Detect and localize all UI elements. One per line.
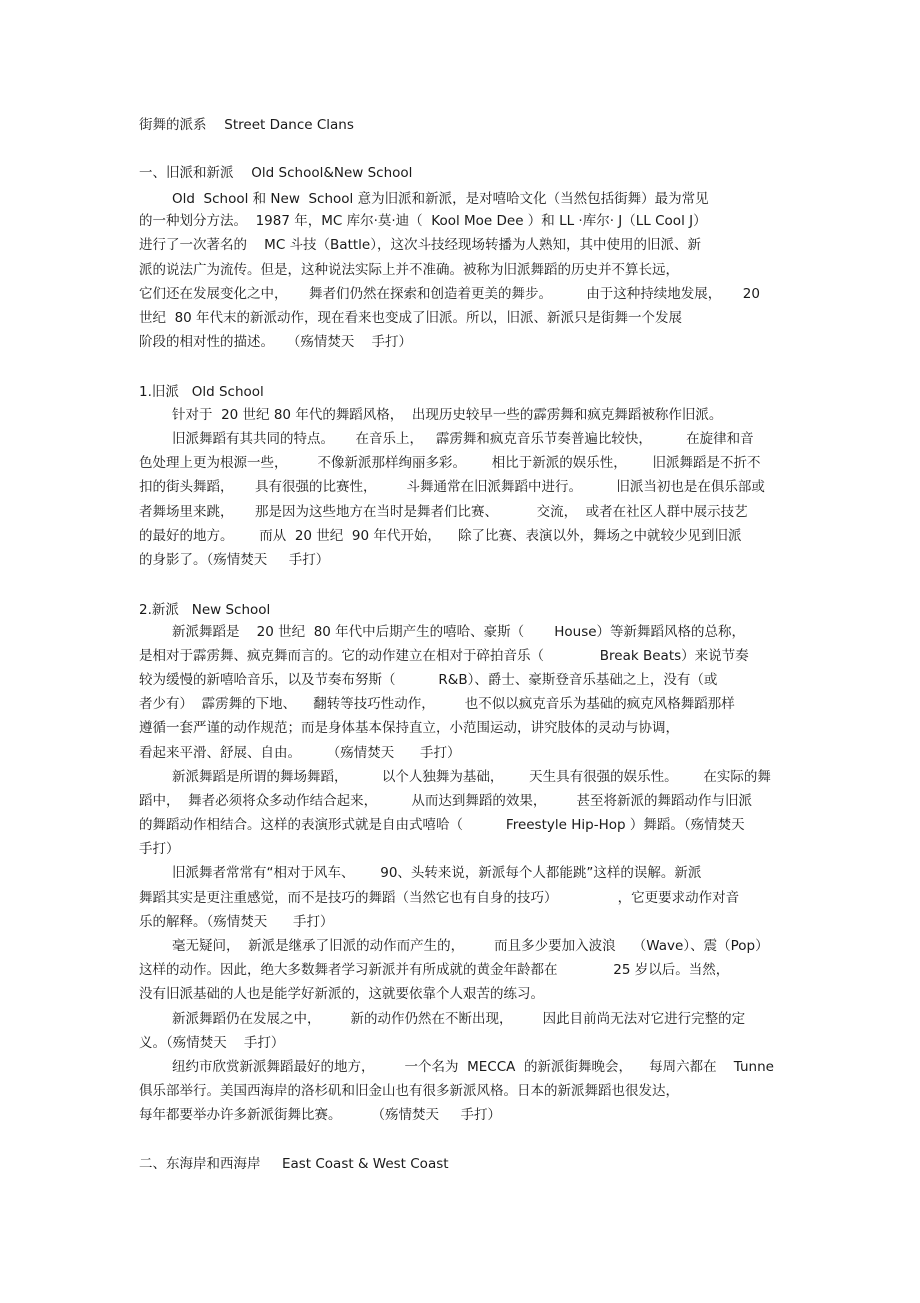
paragraph-line: 旧派舞蹈有其共同的特点。 在音乐上， 霹雳舞和疯克音乐节奏普遍比较快， 在旋律和音 xyxy=(172,431,754,447)
paragraph-line: 阶段的相对性的描述。 （殇情焚天 手打） xyxy=(139,334,413,350)
section-heading: 一、旧派和新派 Old School&New School xyxy=(139,165,413,181)
paragraph-line: 它们还在发展变化之中， 舞者们仍然在探索和创造着更美的舞步。 由于这种持续地发展， 20 xyxy=(139,286,760,302)
paragraph-line: 每年都要举办许多新派街舞比赛。 （殇情焚天 手打） xyxy=(139,1107,501,1123)
paragraph-line: 新派舞蹈是 20 世纪 80 年代中后期产生的嘻哈、豪斯（ House）等新舞蹈风格的总称， xyxy=(172,624,746,640)
section-heading: 二、东海岸和西海岸 East Coast & West Coast xyxy=(139,1156,449,1172)
paragraph-line: 看起来平滑、舒展、自由。 （殇情焚天 手打） xyxy=(139,745,461,761)
section-heading: 1.旧派 Old School xyxy=(139,384,264,400)
paragraph-line: 新派舞蹈仍在发展之中， 新的动作仍然在不断出现， 因此目前尚无法对它进行完整的定 xyxy=(172,1011,746,1027)
paragraph-line: 蹈中， 舞者必须将众多动作结合起来， 从而达到舞蹈的效果， 甚至将新派的舞蹈动作与旧派 xyxy=(139,793,752,809)
paragraph-line: Old School 和 New School 意为旧派和新派，是对嘻哈文化（当然包括街舞）最为常见 xyxy=(172,191,709,207)
paragraph-line: 色处理上更为根源一些， 不像新派那样绚丽多彩。 相比于新派的娱乐性， 旧派舞蹈是不折不 xyxy=(139,455,761,471)
paragraph-line: 遵循一套严谨的动作规范；而是身体基本保持直立，小范围运动，讲究肢体的灵动与协调， xyxy=(139,720,679,736)
paragraph-line: 毫无疑问， 新派是继承了旧派的动作而产生的， 而且多少要加入波浪 （Wave）、震（Pop） xyxy=(172,938,769,954)
paragraph-line: 派的说法广为流传。但是，这种说法实际上并不准确。被称为旧派舞蹈的历史并不算长远， xyxy=(139,262,679,278)
paragraph-line: 的舞蹈动作相结合。这样的表演形式就是自由式嘻哈（ Freestyle Hip-Hop ）舞蹈。（殇情焚天 xyxy=(139,817,745,833)
paragraph-line: 旧派舞者常常有“相对于风车、 90、头转来说，新派每个人都能跳”这样的误解。新派 xyxy=(172,865,702,881)
paragraph-line: 是相对于霹雳舞、疯克舞而言的。它的动作建立在相对于碎拍音乐（ Break Beats）来说节奏 xyxy=(139,648,749,664)
paragraph-line: 这样的动作。因此，绝大多数舞者学习新派并有所成就的黄金年龄都在 25 岁以后。当然， xyxy=(139,962,730,978)
paragraph-line: 者舞场里来跳， 那是因为这些地方在当时是舞者们比赛、 交流， 或者在社区人群中展示技艺 xyxy=(139,504,748,520)
paragraph-line: 乐的解释。（殇情焚天 手打） xyxy=(139,914,334,930)
paragraph-line: 纽约市欣赏新派舞蹈最好的地方， 一个名为 MECCA 的新派街舞晚会， 每周六都在 Tunne xyxy=(172,1059,774,1075)
paragraph-line: 新派舞蹈是所谓的舞场舞蹈， 以个人独舞为基础， 天生具有很强的娱乐性。 在实际的舞 xyxy=(172,769,771,785)
paragraph-line: 较为缓慢的新嘻哈音乐，以及节奏布努斯（ R&B）、爵士、豪斯登音乐基础之上，没有（或 xyxy=(139,672,718,688)
section-heading: 2.新派 New School xyxy=(139,602,271,618)
paragraph-line: 扣的街头舞蹈， 具有很强的比赛性， 斗舞通常在旧派舞蹈中进行。 旧派当初也是在俱乐部或 xyxy=(139,479,765,495)
paragraph-line: 没有旧派基础的人也是能学好新派的，这就要依靠个人艰苦的练习。 xyxy=(139,986,544,1002)
paragraph-line: 针对于 20 世纪 80 年代的舞蹈风格， 出现历史较早一些的霹雳舞和疯克舞蹈被称作旧派。 xyxy=(172,407,723,423)
paragraph-line: 手打） xyxy=(139,841,180,857)
paragraph-line: 的身影了。（殇情焚天 手打） xyxy=(139,552,330,568)
paragraph-line: 世纪 80 年代末的新派动作，现在看来也变成了旧派。所以，旧派、新派只是街舞一个发展 xyxy=(139,310,683,326)
paragraph-line: 俱乐部举行。美国西海岸的洛杉矶和旧金山也有很多新派风格。日本的新派舞蹈也很发达， xyxy=(139,1083,679,1099)
paragraph-line: 的最好的地方。 而从 20 世纪 90 年代开始， 除了比赛、表演以外，舞场之中就较少见到旧派 xyxy=(139,528,742,544)
paragraph-line: 舞蹈其实是更注重感觉，而不是技巧的舞蹈（当然它也有自身的技巧） ，它更要求动作对音 xyxy=(139,890,740,906)
document-title: 街舞的派系 Street Dance Clans xyxy=(139,117,354,133)
paragraph-line: 义。（殇情焚天 手打） xyxy=(139,1035,285,1051)
paragraph-line: 者少有） 霹雳舞的下地、 翻转等技巧性动作， 也不似以疯克音乐为基础的疯克风格舞蹈那样 xyxy=(139,696,735,712)
paragraph-line: 的一种划分方法。 1987 年，MC 库尔·莫·迪（ Kool Moe Dee ）和 LL ·库尔· J（LL Cool J） xyxy=(139,213,707,229)
paragraph-line: 进行了一次著名的 MC 斗技（Battle），这次斗技经现场转播为人熟知，其中使用的旧派、新 xyxy=(139,237,701,253)
